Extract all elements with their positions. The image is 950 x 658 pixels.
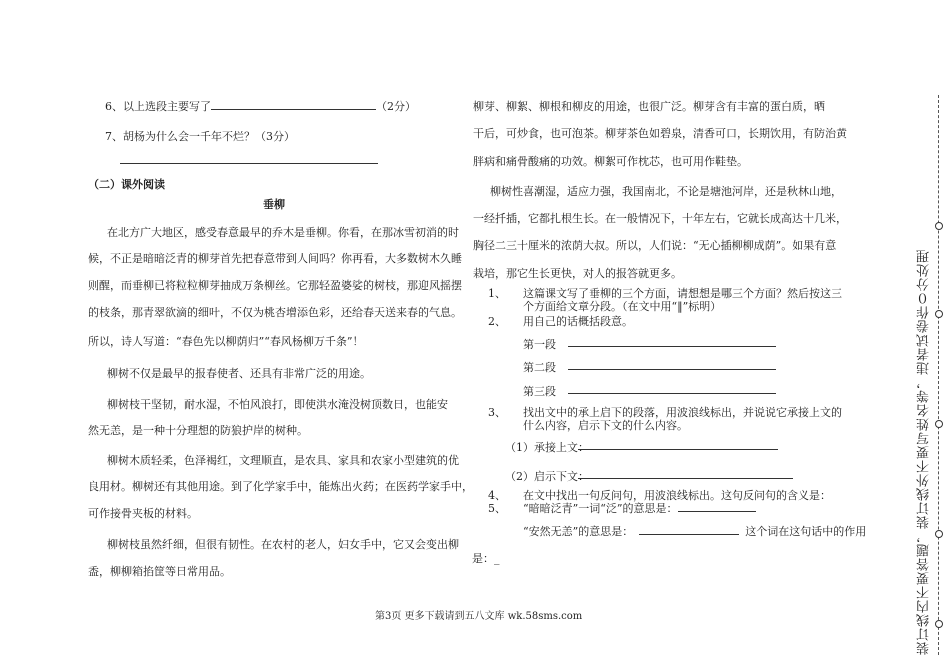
question-3-part-a: （1）承接上文： xyxy=(505,441,589,454)
paragraph-line: 柳芽、柳絮、柳根和柳皮的用途，也很广泛。柳芽含有丰富的蛋白质，晒 xyxy=(473,100,825,113)
binding-hole-icon xyxy=(935,530,943,538)
question-number: 1、 xyxy=(488,287,506,300)
question-5-part-b xyxy=(523,523,866,539)
answer-line[interactable] xyxy=(120,163,378,164)
segment-label: 第三段 xyxy=(523,385,556,398)
answer-line[interactable] xyxy=(578,449,778,450)
paragraph-line: 在北方广大地区，感受春意最早的乔木是垂柳。你看，在那冰雪初消的时 xyxy=(107,226,459,239)
question-1-line: 这篇课文写了垂柳的三个方面，请想想是哪三个方面？然后按这三 xyxy=(523,287,842,300)
question-5-part-b-suffix: 这个词在这句话中的作用 xyxy=(745,525,867,538)
binding-hole-icon xyxy=(935,222,943,230)
binding-hole-icon xyxy=(935,310,943,318)
question-6-score: （2分） xyxy=(376,100,416,113)
paragraph-line: 栽培，那它生长更快，对人的报答就更多。 xyxy=(473,267,682,280)
question-1-line: 个方面给文章分段。（在文中用“‖”标明） xyxy=(523,300,722,313)
binding-line xyxy=(938,95,939,655)
question-3-part-b: （2）启示下文： xyxy=(505,470,589,483)
paragraph-line: 一经扦插，它都扎根生长。在一般情况下，十年左右，它就长成高达十几米， xyxy=(473,212,847,225)
question-4-text: 在文中找出一句反问句，用波浪线标出。这句反问句的含义是： xyxy=(523,489,831,502)
paragraph-line: 良用材。柳树还有其他用途。到了化学家手中，能炼出火药；在医药学家手中， xyxy=(88,480,473,493)
paragraph-line: 胖病和痛骨酸痛的功效。柳絮可作枕芯，也可用作鞋垫。 xyxy=(473,155,748,168)
paragraph-line: 柳树不仅是最早的报春使者、还具有非常广泛的用途。 xyxy=(107,367,371,380)
article-title: 垂柳 xyxy=(263,198,285,211)
question-6 xyxy=(105,98,416,114)
paragraph-line: 候，不正是暗暗泛青的柳芽首先把春意带到人间吗？你再看，大多数树木久睡 xyxy=(88,252,462,265)
question-number: 2、 xyxy=(488,315,506,328)
question-2-text: 用自己的话概括段意。 xyxy=(523,315,633,328)
paragraph-line: 胸径二三十厘米的浓荫大叔。所以，人们说：“无心插柳柳成荫”。如果有意 xyxy=(473,239,837,252)
binding-hole-icon xyxy=(935,420,943,428)
question-number: 3、 xyxy=(488,406,506,419)
binding-hole-icon xyxy=(935,620,943,628)
question-3-line: 找出文中的承上启下的段落，用波浪线标出，并说说它承接上文的 xyxy=(523,406,842,419)
paragraph-line: 柳树木质轻柔，色泽褐红，文理顺直，是农具、家具和农家小型建筑的优 xyxy=(107,454,459,467)
segment-label: 第一段 xyxy=(523,338,556,351)
paragraph-line: 的枝条，那青翠欲滴的细叶，不仅为桃杏增添色彩，还给春天送来春的气息。 xyxy=(88,306,462,319)
paragraph-line: 则醒，而垂柳已将粒粒柳芽抽成万条柳丝。它那轻盈婆娑的树枝，那迎风摇摆 xyxy=(88,279,462,292)
paragraph-line: 盉，柳柳箱掐筐等日常用品。 xyxy=(88,565,231,578)
paragraph-line: 所以，诗人写道：“春色先以柳荫归”“春风杨柳万千条”！ xyxy=(88,335,364,348)
question-6-text: 6、以上选段主要写了 xyxy=(105,100,211,113)
question-5-text xyxy=(523,500,756,516)
answer-line[interactable] xyxy=(578,478,793,479)
answer-blank[interactable] xyxy=(639,524,739,535)
segment-label: 第二段 xyxy=(523,361,556,374)
question-7: 7、胡杨为什么会一千年不烂？（3分） xyxy=(105,130,295,143)
binding-warning: 装订线内不要答题，装订线外不要写姓名等，违者试卷作０分处理 xyxy=(917,249,932,655)
answer-blank[interactable] xyxy=(211,99,376,110)
section-heading: （二）课外阅读 xyxy=(88,178,165,191)
question-5-part-c: 是：_ xyxy=(472,552,500,565)
question-5-part-b-prompt: “安然无恙”的意思是： xyxy=(523,525,634,538)
answer-line[interactable] xyxy=(568,393,776,394)
paragraph-line: 然无恙，是一种十分理想的防狼护岸的树种。 xyxy=(88,424,308,437)
question-3-line: 什么内容，启示下文的什么内容。 xyxy=(523,419,688,432)
paragraph-line: 可作接骨夹板的材料。 xyxy=(88,507,198,520)
question-number: 4、 xyxy=(488,489,506,502)
answer-blank[interactable] xyxy=(678,501,756,512)
paragraph-line: 柳树枝虽然纤细，但很有韧性。在农村的老人，妇女手中，它又会变出柳 xyxy=(107,538,459,551)
paragraph-line: 柳树性喜潮湿，适应力强，我国南北，不论是塘池河岸，还是秋林山地， xyxy=(490,185,842,198)
answer-line[interactable] xyxy=(568,369,776,370)
paragraph-line: 干后，可炒食，也可泡茶。柳芽茶色如碧泉，清香可口，长期饮用，有防治黄 xyxy=(473,127,847,140)
question-number: 5、 xyxy=(488,502,506,515)
question-5-prompt: “暗暗泛青”一词“泛”的意思是： xyxy=(523,502,678,515)
paragraph-line: 柳树枝干坚韧，耐水湿，不怕风浪打，即使洪水淹没树顶数日，也能安 xyxy=(107,398,448,411)
answer-line[interactable] xyxy=(568,346,776,347)
page-footer: 第3页 更多下载请到五八文库 wk.58sms.com xyxy=(375,611,583,622)
